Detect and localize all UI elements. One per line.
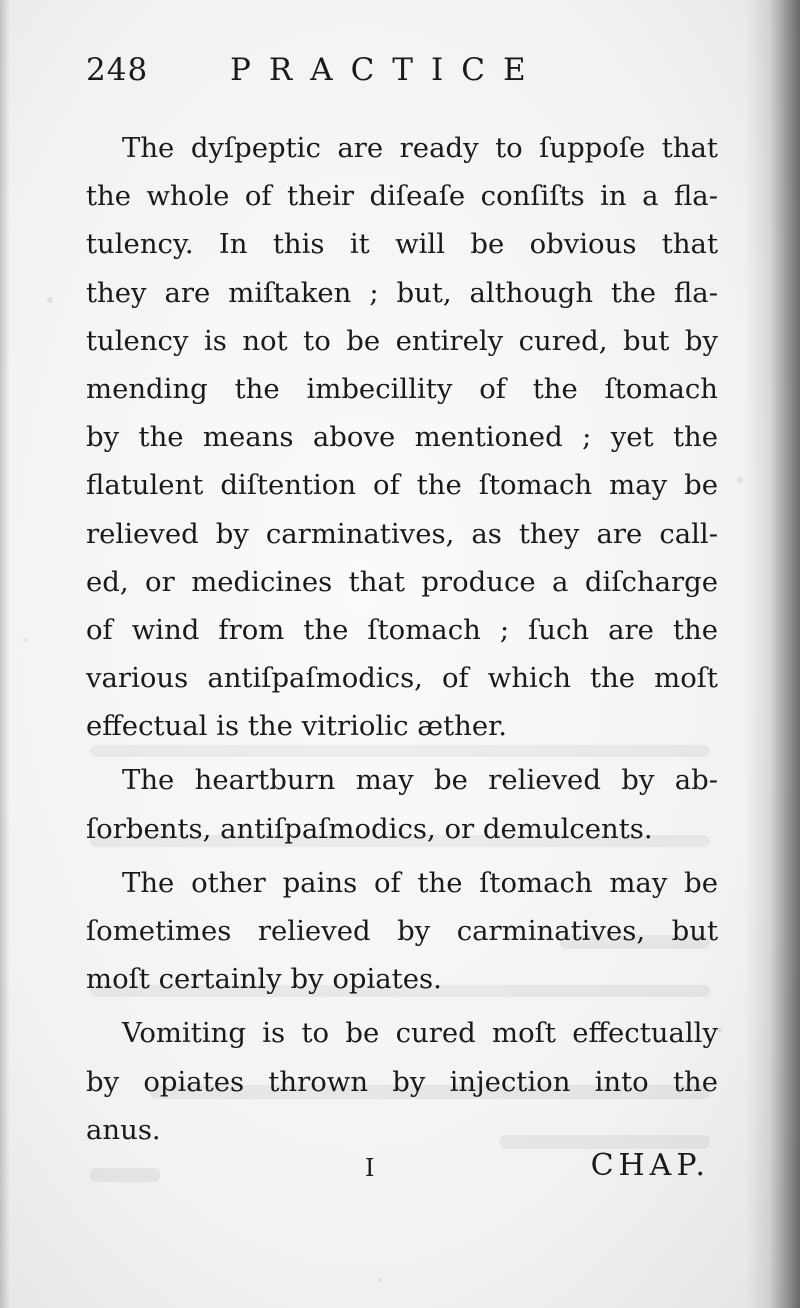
text-line: ſometimes relieved by carminatives, but xyxy=(86,915,718,947)
text-line: ed, or medicines that produce a diſcharge xyxy=(86,565,718,598)
paragraph-heartburn xyxy=(86,756,718,852)
text-line: The dyſpeptic are ready to ſuppoſe that xyxy=(122,132,718,164)
running-head: PRACTICE xyxy=(230,52,544,88)
signature-mark: I xyxy=(365,1154,375,1182)
text-line: effectual is the vitriolic æther. xyxy=(86,710,507,743)
text-line: flatulent diſtention of the ſtomach may be xyxy=(86,469,718,502)
text-line: mending the imbecillity of the ſtomach xyxy=(86,372,718,405)
text-line: the whole of their diſeaſe conſiſts in a fla- xyxy=(86,180,718,213)
text-line: by opiates thrown by injection into the xyxy=(86,1065,718,1098)
text-line: moſt certainly by opiates. xyxy=(86,963,442,996)
text-line: tulency. In this it will be obvious that xyxy=(86,228,718,261)
page-left-edge-shadow xyxy=(0,0,10,1308)
paragraph-other-pains xyxy=(86,859,718,1004)
page-footer xyxy=(86,1148,718,1198)
page-header xyxy=(86,48,726,98)
page-gutter-shadow xyxy=(745,0,800,1308)
text-line: they are miſtaken ; but, although the fla- xyxy=(86,276,718,309)
text-line: ſorbents, antiſpaſmodics, or demulcents. xyxy=(86,812,653,845)
text-line: anus. xyxy=(86,1113,161,1146)
paragraph-vomiting xyxy=(86,1009,718,1154)
text-line: various antiſpaſmodics, of which the moſt xyxy=(86,662,718,695)
paragraph-flatulency xyxy=(86,124,718,750)
text-line: The heartburn may be relieved by ab- xyxy=(122,764,718,797)
text-line: The other pains of the ſtomach may be xyxy=(122,866,718,899)
body-text xyxy=(86,124,718,1154)
text-line: of wind from the ſtomach ; ſuch are the xyxy=(86,613,718,646)
text-line: tulency is not to be entirely cured, but by xyxy=(86,324,718,357)
page-number: 248 xyxy=(86,52,149,88)
text-line: Vomiting is to be cured moſt effectually xyxy=(122,1017,718,1050)
text-line: relieved by carminatives, as they are call- xyxy=(86,517,718,550)
text-line: by the means above mentioned ; yet the xyxy=(86,421,718,454)
catchword: CHAP. xyxy=(590,1148,710,1183)
